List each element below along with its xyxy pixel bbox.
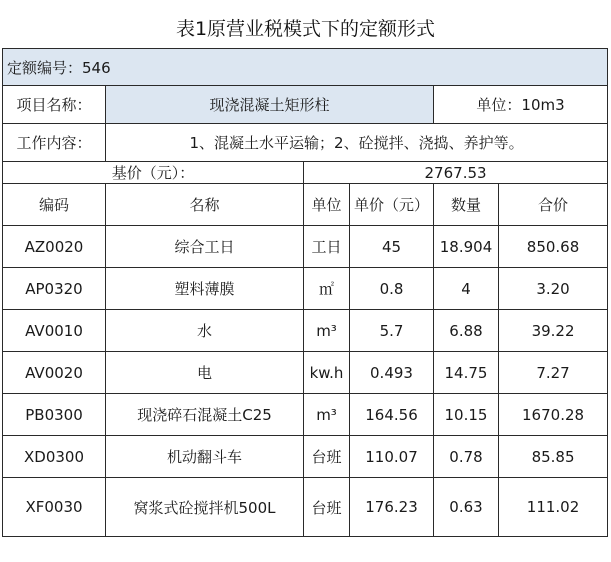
cell-quantity: 14.75 [434,352,499,394]
cell-code: PB0300 [3,394,106,436]
cell-unit-price: 45 [350,226,434,268]
cell-total: 111.02 [499,478,608,537]
cell-quantity: 0.78 [434,436,499,478]
cell-unit-price: 0.493 [350,352,434,394]
cell-quantity: 10.15 [434,394,499,436]
work-content: 1、混凝土水平运输；2、砼搅拌、浇捣、养护等。 [106,124,608,162]
cell-name: 现浇碎石混凝土C25 [106,394,304,436]
cell-name: 电 [106,352,304,394]
column-header-quantity: 数量 [434,184,499,226]
cell-name: 机动翻斗车 [106,436,304,478]
table-row [3,436,608,478]
cell-name: 塑料薄膜 [106,268,304,310]
project-label: 项目名称： [3,86,106,124]
project-row [3,86,608,124]
cell-name: 水 [106,310,304,352]
cell-code: XD0300 [3,436,106,478]
cell-unit-price: 0.8 [350,268,434,310]
cell-unit: 工日 [304,226,350,268]
cell-unit: kw.h [304,352,350,394]
work-label: 工作内容： [3,124,106,162]
cell-name: 综合工日 [106,226,304,268]
column-header-total: 合价 [499,184,608,226]
table-row [3,394,608,436]
cell-unit: m³ [304,394,350,436]
quota-code-row [3,49,608,86]
cell-total: 850.68 [499,226,608,268]
cell-code: AV0020 [3,352,106,394]
table-row [3,268,608,310]
cell-total: 39.22 [499,310,608,352]
table-row [3,352,608,394]
column-header-row [3,184,608,226]
cell-total: 85.85 [499,436,608,478]
project-name: 现浇混凝土矩形柱 [106,86,434,124]
table-title: 表1原营业税模式下的定额形式 [175,18,436,40]
quota-table [2,48,608,537]
cell-code: AZ0020 [3,226,106,268]
cell-quantity: 4 [434,268,499,310]
column-header-name: 名称 [106,184,304,226]
cell-total: 1670.28 [499,394,608,436]
column-header-code: 编码 [3,184,106,226]
table-row [3,310,608,352]
cell-unit-price: 176.23 [350,478,434,537]
cell-name: 窝浆式砼搅拌机500L [106,478,304,537]
cell-total: 7.27 [499,352,608,394]
cell-quantity: 0.63 [434,478,499,537]
cell-unit: 台班 [304,436,350,478]
cell-unit-price: 164.56 [350,394,434,436]
cell-code: AP0320 [3,268,106,310]
base-price-value: 2767.53 [304,162,608,184]
cell-unit: 台班 [304,478,350,537]
cell-unit: ㎡ [304,268,350,310]
table-row [3,478,608,537]
column-header-unit-price: 单价（元） [350,184,434,226]
base-price-row [3,162,608,184]
cell-total: 3.20 [499,268,608,310]
quota-code: 定额编号：546 [3,49,608,86]
cell-code: XF0030 [3,478,106,537]
cell-code: AV0010 [3,310,106,352]
table-row [3,226,608,268]
unit-label: 单位：10m3 [434,86,608,124]
cell-unit-price: 5.7 [350,310,434,352]
work-content-row [3,124,608,162]
base-price-label: 基价（元）： [3,162,304,184]
column-header-unit: 单位 [304,184,350,226]
cell-unit-price: 110.07 [350,436,434,478]
cell-quantity: 6.88 [434,310,499,352]
cell-quantity: 18.904 [434,226,499,268]
cell-unit: m³ [304,310,350,352]
